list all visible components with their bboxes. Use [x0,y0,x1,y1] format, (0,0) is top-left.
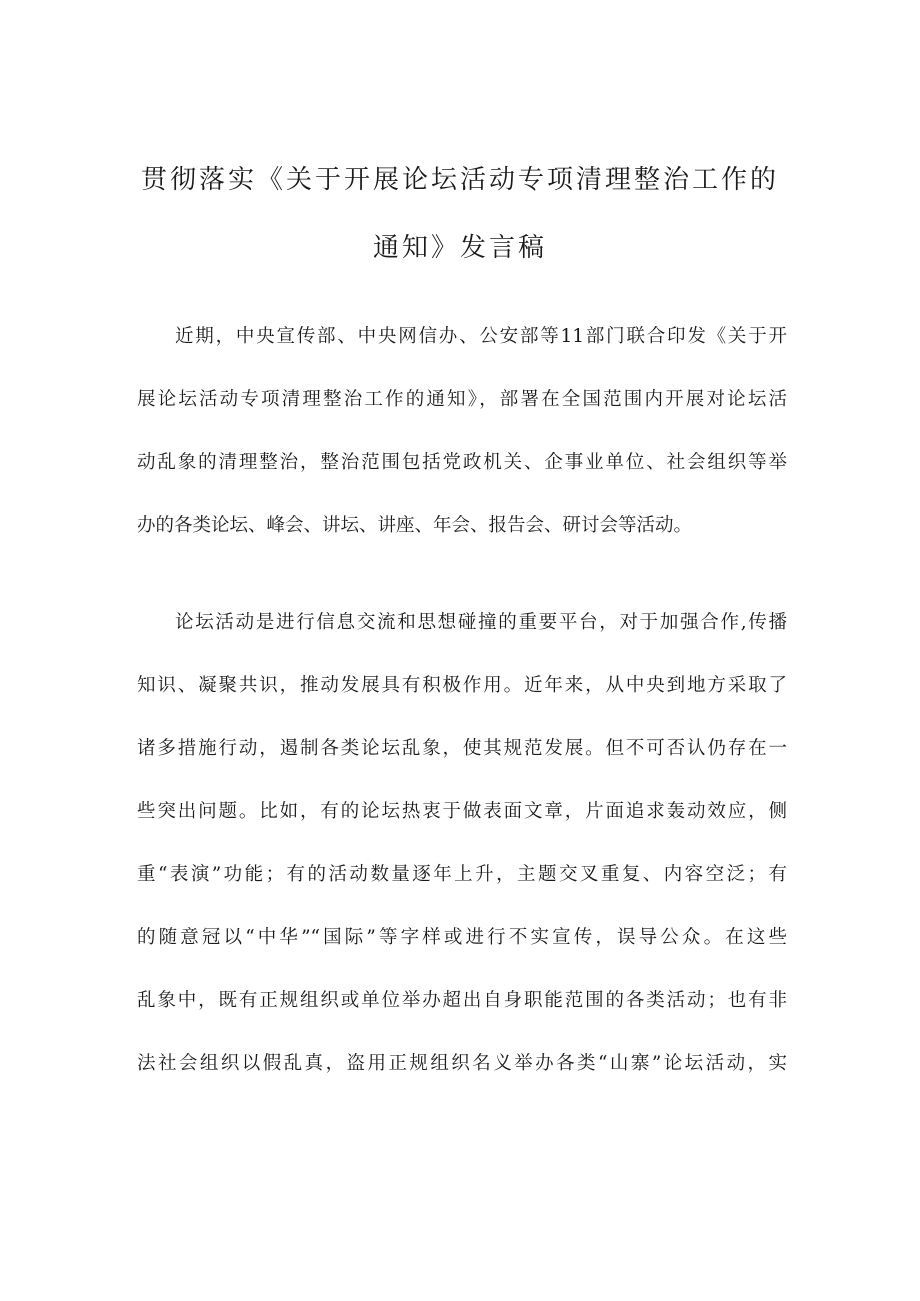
paragraph-1-line-2: 展论坛活动专项清理整治工作的通知》，部署在全国范围内开展对论坛活 [137,389,787,410]
paragraph-1-line-3: 动乱象的清理整治，整治范围包括党政机关、企事业单位、社会组织等举 [137,452,787,473]
paragraph-2-line-6: 的随意冠以“中华”“国际”等字样或进行不实宣传，误导公众。在这些 [137,927,787,948]
paragraph-2-line-7: 乱象中，既有正规组织或单位举办超出自身职能范围的各类活动；也有非 [137,990,787,1011]
document-title-line-2: 通知》发言稿 [372,233,547,263]
paragraph-2-line-2: 知识、凝聚共识，推动发展具有积极作用。近年来，从中央到地方采取了 [137,675,787,696]
document-title-line-1: 贯彻落实《关于开展论坛活动专项清理整治工作的 [140,165,779,195]
paragraph-2-line-3: 诸多措施行动，遏制各类论坛乱象，使其规范发展。但不可否认仍存在一 [137,738,787,759]
paragraph-1-line-4: 办的各类论坛、峰会、讲坛、讲座、年会、报告会、研讨会等活动。 [137,515,693,536]
paragraph-2-line-5: 重“表演”功能；有的活动数量逐年上升，主题交叉重复、内容空泛；有 [137,864,787,885]
paragraph-2-line-4: 些突出问题。比如，有的论坛热衷于做表面文章，片面追求轰动效应，侧 [137,801,787,822]
paragraph-2-line-1: 论坛活动是进行信息交流和思想碰撞的重要平台，对于加强合作,传播 [175,612,787,633]
paragraph-2-line-8: 法社会组织以假乱真，盗用正规组织名义举办各类“山寨”论坛活动，实 [137,1053,787,1074]
paragraph-1-line-1: 近期，中央宣传部、中央网信办、公安部等11部门联合印发《关于开 [175,326,787,347]
